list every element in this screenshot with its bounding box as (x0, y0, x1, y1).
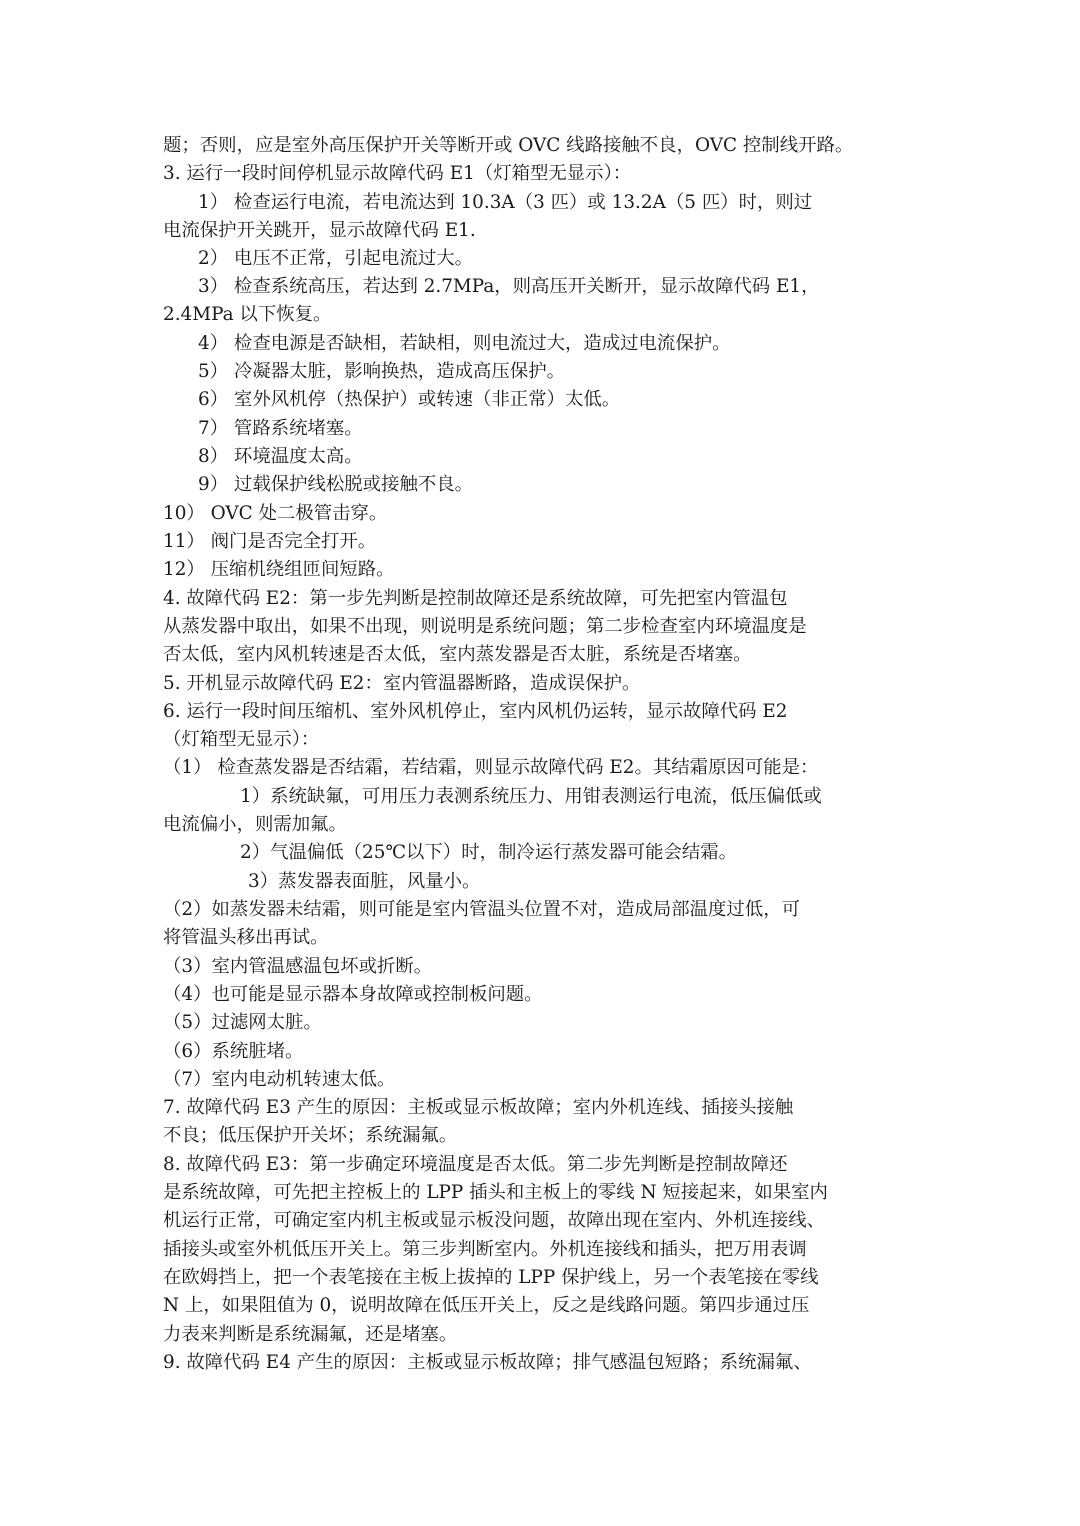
text-line: 2） 电压不正常，引起电流过大。 (198, 248, 474, 269)
text-line: （1） 检查蒸发器是否结霜，若结霜，则显示故障代码 E2。其结霜原因可能是： (163, 757, 819, 778)
text-line: 10） OVC 处二极管击穿。 (163, 503, 388, 524)
text-line: 5. 开机显示故障代码 E2：室内管温器断路，造成误保护。 (163, 673, 641, 694)
text-line: 电流偏小，则需加氟。 (163, 814, 347, 835)
text-line: 3. 运行一段时间停机显示故障代码 E1（灯箱型无显示）： (163, 163, 632, 184)
text-line: 从蒸发器中取出，如果不出现，则说明是系统问题；第二步检查室内环境温度是 (163, 616, 807, 637)
text-line: 1） 检查运行电流，若电流达到 10.3A（3 匹）或 13.2A（5 匹）时，则过 (198, 192, 813, 213)
text-line: （7）室内电动机转速太低。 (163, 1069, 396, 1090)
text-line: 3） 检查系统高压，若达到 2.7MPa，则高压开关断开，显示故障代码 E1， (198, 276, 820, 297)
text-line: （5）过滤网太脏。 (163, 1012, 322, 1033)
text-line: 3）蒸发器表面脏，风量小。 (248, 871, 481, 892)
text-line: 12） 压缩机绕组匝间短路。 (163, 559, 395, 580)
text-line: 2）气温偏低（25℃以下）时，制冷运行蒸发器可能会结霜。 (240, 842, 738, 863)
text-line: 题；否则，应是室外高压保护开关等断开或 OVC 线路接触不良，OVC 控制线开路。 (163, 135, 854, 156)
text-line: 2.4MPa 以下恢复。 (163, 304, 332, 325)
text-line: 在欧姆挡上，把一个表笔接在主板上拔掉的 LPP 保护线上，另一个表笔接在零线 (163, 1267, 819, 1288)
text-line: 4. 故障代码 E2：第一步先判断是控制故障还是系统故障，可先把室内管温包 (163, 588, 788, 609)
text-line: 6） 室外风机停（热保护）或转速（非正常）太低。 (198, 389, 621, 410)
text-line: 机运行正常，可确定室内机主板或显示板没问题，故障出现在室内、外机连接线、 (163, 1210, 826, 1231)
text-line: 是系统故障，可先把主控板上的 LPP 插头和主板上的零线 N 短接起来，如果室内 (163, 1182, 828, 1203)
text-line: 电流保护开关跳开，显示故障代码 E1. (163, 220, 476, 241)
text-line: N 上，如果阻值为 0，说明故障在低压开关上，反之是线路问题。第四步通过压 (163, 1295, 810, 1316)
text-line: 9） 过载保护线松脱或接触不良。 (198, 474, 474, 495)
text-line: 8. 故障代码 E3：第一步确定环境温度是否太低。第二步先判断是控制故障还 (163, 1154, 788, 1175)
text-line: 6. 运行一段时间压缩机、室外风机停止，室内风机仍运转，显示故障代码 E2 (163, 701, 788, 722)
text-line: 11） 阀门是否完全打开。 (163, 531, 377, 552)
text-line: 插接头或室外机低压开关上。第三步判断室内。外机连接线和插头，把万用表调 (163, 1239, 807, 1260)
text-line: 否太低，室内风机转速是否太低，室内蒸发器是否太脏，系统是否堵塞。 (163, 644, 752, 665)
text-line: 不良；低压保护开关坏；系统漏氟。 (163, 1125, 458, 1146)
text-line: 4） 检查电源是否缺相，若缺相，则电流过大，造成过电流保护。 (198, 333, 731, 354)
text-line: 7） 管路系统堵塞。 (198, 418, 363, 439)
text-line: 7. 故障代码 E3 产生的原因：主板或显示板故障；室内外机连线、插接头接触 (163, 1097, 794, 1118)
text-line: 8） 环境温度太高。 (198, 446, 363, 467)
text-line: （3）室内管温感温包坏或折断。 (163, 956, 433, 977)
text-line: （4）也可能是显示器本身故障或控制板问题。 (163, 984, 543, 1005)
text-line: （6）系统脏堵。 (163, 1041, 304, 1062)
text-line: 1）系统缺氟，可用压力表测系统压力、用钳表测运行电流，低压偏低或 (240, 786, 822, 807)
text-line: 5） 冷凝器太脏，影响换热，造成高压保护。 (198, 361, 565, 382)
text-line: （灯箱型无显示）： (163, 729, 320, 750)
text-line: 力表来判断是系统漏氟，还是堵塞。 (163, 1324, 458, 1345)
text-line: 将管温头移出再试。 (163, 927, 329, 948)
text-line: （2）如蒸发器未结霜，则可能是室内管温头位置不对，造成局部温度过低，可 (163, 899, 800, 920)
text-line: 9. 故障代码 E4 产生的原因：主板或显示板故障；排气感温包短路；系统漏氟、 (163, 1352, 812, 1373)
